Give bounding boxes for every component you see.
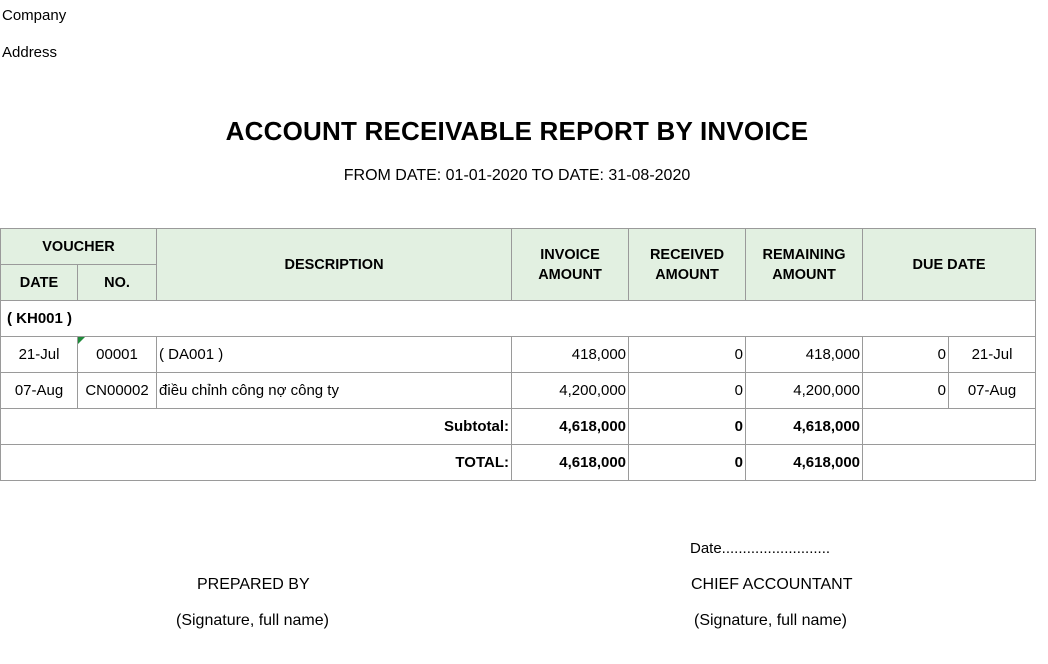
address-label: Address	[2, 44, 58, 61]
row-due-days[interactable]: 0	[863, 373, 949, 409]
row-no[interactable]: CN00002	[78, 373, 157, 409]
signature-date-line: Date..........................	[690, 540, 831, 557]
row-due-date[interactable]: 07-Aug	[949, 373, 1036, 409]
col-remaining-amount: REMAINING AMOUNT	[746, 229, 863, 301]
col-invoice-amount: INVOICE AMOUNT	[512, 229, 629, 301]
col-date: DATE	[1, 265, 78, 301]
signature-hint-left: (Signature, full name)	[176, 612, 329, 629]
company-label: Company	[2, 7, 67, 24]
subtotal-label[interactable]: Subtotal:	[1, 409, 512, 445]
col-received-amount: RECEIVED AMOUNT	[629, 229, 746, 301]
total-remaining-amount[interactable]: 4,618,000	[746, 445, 863, 481]
receivable-table	[0, 228, 1036, 481]
group-row	[1, 301, 1036, 337]
col-due-date: DUE DATE	[863, 229, 1036, 301]
row-invoice-amount[interactable]: 418,000	[512, 337, 629, 373]
row-no[interactable]	[78, 337, 157, 373]
table-row	[1, 337, 1036, 373]
total-empty[interactable]	[863, 445, 1036, 481]
row-date[interactable]: 07-Aug	[1, 373, 78, 409]
row-received-amount[interactable]: 0	[629, 337, 746, 373]
signature-hint-right: (Signature, full name)	[694, 612, 847, 629]
row-remaining-amount[interactable]: 418,000	[746, 337, 863, 373]
row-received-amount[interactable]: 0	[629, 373, 746, 409]
col-no: NO.	[78, 265, 157, 301]
table-row	[1, 373, 1036, 409]
subtotal-remaining-amount[interactable]: 4,618,000	[746, 409, 863, 445]
row-date[interactable]: 21-Jul	[1, 337, 78, 373]
col-voucher: VOUCHER	[1, 229, 157, 265]
total-row	[1, 445, 1036, 481]
row-remaining-amount[interactable]: 4,200,000	[746, 373, 863, 409]
report-period: FROM DATE: 01-01-2020 TO DATE: 31-08-2020	[343, 167, 691, 184]
row-description[interactable]: ( DA001 )	[157, 337, 512, 373]
total-received-amount[interactable]: 0	[629, 445, 746, 481]
total-invoice-amount[interactable]: 4,618,000	[512, 445, 629, 481]
report-title: ACCOUNT RECEIVABLE REPORT BY INVOICE	[225, 116, 809, 146]
col-description: DESCRIPTION	[157, 229, 512, 301]
prepared-by-label: PREPARED BY	[197, 576, 310, 593]
subtotal-empty[interactable]	[863, 409, 1036, 445]
subtotal-received-amount[interactable]: 0	[629, 409, 746, 445]
header-row-1	[1, 229, 1036, 265]
row-due-date[interactable]: 21-Jul	[949, 337, 1036, 373]
row-due-days[interactable]: 0	[863, 337, 949, 373]
row-no-value: 00001	[96, 346, 138, 363]
subtotal-row	[1, 409, 1036, 445]
row-invoice-amount[interactable]: 4,200,000	[512, 373, 629, 409]
group-label[interactable]: ( KH001 )	[1, 301, 1036, 337]
chief-accountant-label: CHIEF ACCOUNTANT	[691, 576, 853, 593]
total-label[interactable]: TOTAL:	[1, 445, 512, 481]
subtotal-invoice-amount[interactable]: 4,618,000	[512, 409, 629, 445]
comment-marker-icon[interactable]	[78, 337, 85, 344]
row-description[interactable]: điều chỉnh công nợ công ty	[157, 373, 512, 409]
